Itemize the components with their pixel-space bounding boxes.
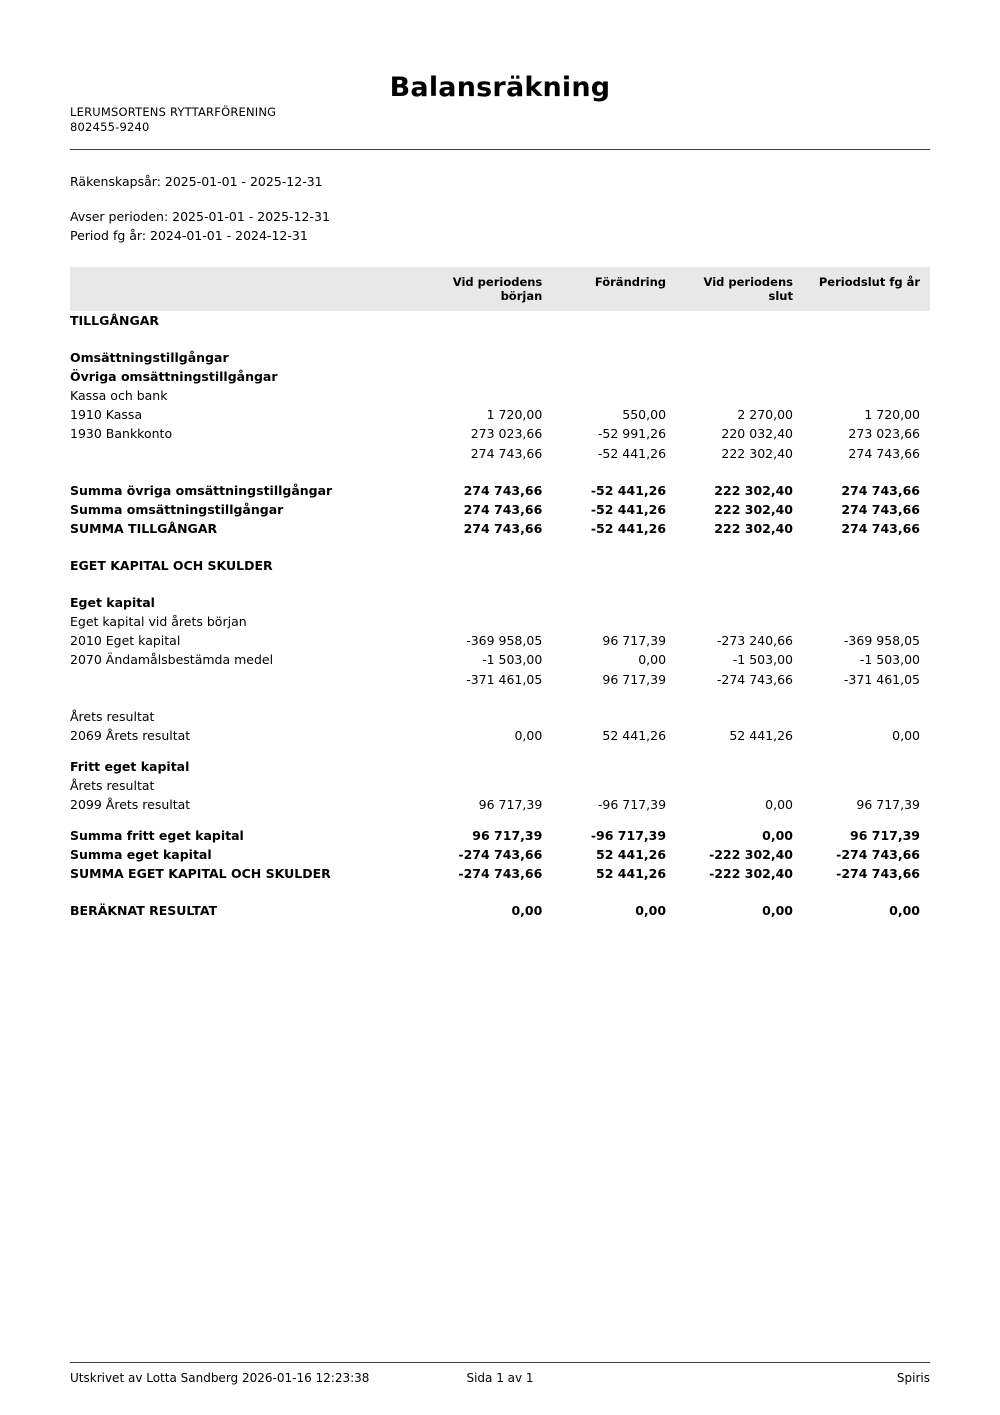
cell-prev [803,348,930,367]
cell-end: 0,00 [765,797,793,812]
cell-end [676,776,803,795]
row-label: Summa fritt eget kapital [70,828,244,843]
cell-prev: -1 503,00 [859,652,920,667]
cell-change: -52 441,26 [590,521,667,536]
cell-end: -222 302,40 [709,847,793,862]
group-row [70,757,930,776]
row-label: BERÄKNAT RESULTAT [70,903,218,918]
cell-end [676,612,803,631]
row-label: Årets resultat [70,709,155,724]
column-header-start: Vid periodens början [425,267,552,311]
cell-change: 52 441,26 [596,866,667,881]
cell-change [552,348,676,367]
cell-start [425,757,552,776]
subtotal-row [70,443,930,463]
spacer-cell [70,575,930,593]
footer-app-name: Spiris [896,1371,930,1385]
spacer-cell [70,538,930,556]
cell-end: -273 240,66 [716,633,793,648]
cell-prev [803,311,930,330]
cell-start: 0,00 [514,728,543,743]
cell-prev: 274 743,66 [841,483,920,498]
spacer-cell [70,745,930,757]
row-label [70,669,425,689]
cell-change [552,367,676,386]
section-row [70,556,930,575]
cell-end: 222 302,40 [714,483,793,498]
group-row [70,367,930,386]
cell-change: 550,00 [622,407,667,422]
cell-prev: 1 720,00 [864,407,920,422]
spacer-row [70,883,930,901]
period-line: Avser perioden: 2025-01-01 - 2025-12-31 [70,209,330,224]
organization-name: LERUMSORTENS RYTTARFÖRENING [70,105,277,119]
group-row [70,348,930,367]
fiscal-year-line: Räkenskapsår: 2025-01-01 - 2025-12-31 [70,174,323,189]
cell-prev: 274 743,66 [848,446,920,461]
row-label: Årets resultat [70,778,155,793]
cell-end: 222 302,40 [714,521,793,536]
total-row [70,864,930,883]
page-footer [70,1362,930,1389]
cell-change: -52 441,26 [597,446,667,461]
row-label: Summa övriga omsättningstillgångar [70,483,333,498]
subtotal-row [70,669,930,689]
cell-prev: 0,00 [889,903,920,918]
cell-change [552,776,676,795]
cell-end: 222 302,40 [714,502,793,517]
cell-start [425,556,552,575]
total-row [70,500,930,519]
row-label: Övriga omsättningstillgångar [70,369,278,384]
cell-end: 222 302,40 [721,446,793,461]
cell-prev [803,776,930,795]
table-header-row [70,267,930,311]
cell-end [676,593,803,612]
cell-end: 0,00 [762,828,793,843]
cell-change: -52 991,26 [597,426,667,441]
account-row [70,405,930,424]
organization-number: 802455-9240 [70,120,150,134]
cell-change: 96 717,39 [602,672,667,687]
cell-change [552,612,676,631]
account-row [70,650,930,669]
cell-end [676,556,803,575]
cell-start: 0,00 [511,903,543,918]
row-label: Kassa och bank [70,388,168,403]
cell-change: -52 441,26 [590,502,667,517]
column-header-label [70,267,425,311]
cell-end [676,311,803,330]
cell-end: -222 302,40 [709,866,793,881]
spacer-row [70,330,930,348]
total-row [70,901,930,920]
cell-start: 274 743,66 [463,502,543,517]
cell-end: 2 270,00 [737,407,793,422]
cell-change: -52 441,26 [590,483,667,498]
cell-start: -1 503,00 [482,652,543,667]
total-row [70,481,930,500]
spacer-cell [70,883,930,901]
section-row [70,311,930,330]
cell-start: 274 743,66 [463,521,543,536]
subgroup-row [70,386,930,405]
row-label: Fritt eget kapital [70,759,190,774]
row-label: 1930 Bankkonto [70,426,173,441]
spacer-cell [70,814,930,826]
cell-prev [803,367,930,386]
balance-table [70,267,930,920]
cell-change: -96 717,39 [590,828,667,843]
organization-block [70,105,930,135]
row-label: SUMMA TILLGÅNGAR [70,521,218,536]
total-row [70,519,930,538]
spacer-row [70,814,930,826]
cell-start: -274 743,66 [458,866,543,881]
cell-start [425,367,552,386]
spacer-row [70,745,930,757]
cell-prev: 274 743,66 [841,502,920,517]
cell-start [425,311,552,330]
cell-change [552,386,676,405]
cell-prev [803,556,930,575]
cell-prev [803,757,930,776]
cell-end [676,707,803,726]
cell-start: 1 720,00 [486,407,543,422]
cell-end [676,367,803,386]
cell-end [676,386,803,405]
total-row [70,845,930,864]
account-row [70,424,930,443]
header-divider [70,149,930,150]
subgroup-row [70,612,930,631]
cell-end: 0,00 [762,903,793,918]
cell-change [552,311,676,330]
cell-change [552,707,676,726]
account-row [70,726,930,745]
cell-change: 0,00 [638,652,667,667]
spacer-row [70,538,930,556]
cell-prev [803,386,930,405]
cell-change: 52 441,26 [596,847,667,862]
page-title: Balansräkning [389,72,611,103]
cell-prev [803,612,930,631]
row-label: Summa omsättningstillgångar [70,502,284,517]
column-header-prev: Periodslut fg år [803,267,930,311]
cell-start: -371 461,05 [466,672,543,687]
cell-prev: -369 958,05 [843,633,920,648]
column-header-change: Förändring [552,267,676,311]
account-row [70,795,930,814]
spacer-row [70,575,930,593]
row-label: Summa eget kapital [70,847,212,862]
account-row [70,631,930,650]
cell-prev: -274 743,66 [836,866,920,881]
period-info [70,172,930,245]
row-label: 1910 Kassa [70,407,143,422]
cell-prev: 0,00 [892,728,920,743]
cell-start [425,348,552,367]
cell-prev [803,593,930,612]
cell-prev: -274 743,66 [836,847,920,862]
cell-change [552,556,676,575]
row-label: SUMMA EGET KAPITAL OCH SKULDER [70,866,331,881]
cell-start: -369 958,05 [466,633,543,648]
footer-divider [70,1362,930,1363]
subgroup-row [70,776,930,795]
cell-prev: -371 461,05 [843,672,920,687]
spacer-cell [70,689,930,707]
cell-prev: 274 743,66 [841,521,920,536]
cell-change: -96 717,39 [597,797,667,812]
footer-page-number: Sida 1 av 1 [466,1371,534,1385]
footer-printed-by: Utskrivet av Lotta Sandberg 2026-01-16 12:23:38 [70,1371,370,1385]
period-prev-line: Period fg år: 2024-01-01 - 2024-12-31 [70,228,308,243]
cell-change: 96 717,39 [602,633,667,648]
cell-end [676,348,803,367]
cell-end: 52 441,26 [729,728,793,743]
row-label: Eget kapital vid årets början [70,614,247,629]
cell-change: 0,00 [635,903,667,918]
total-row [70,826,930,845]
table-header [70,267,930,311]
cell-start: 273 023,66 [470,426,543,441]
cell-prev [803,707,930,726]
cell-start [425,612,552,631]
group-row [70,593,930,612]
table-body [70,311,930,920]
cell-end: -274 743,66 [716,672,793,687]
cell-end: 220 032,40 [721,426,793,441]
row-label: 2099 Årets resultat [70,797,191,812]
spacer-row [70,689,930,707]
spacer-cell [70,330,930,348]
row-label: 2069 Årets resultat [70,728,191,743]
spacer-cell [70,463,930,481]
cell-start [425,386,552,405]
cell-start: 96 717,39 [478,797,543,812]
column-header-end: Vid periodens slut [676,267,803,311]
spacer-row [70,463,930,481]
subgroup-row [70,707,930,726]
row-label [70,443,425,463]
cell-prev: 96 717,39 [850,828,920,843]
cell-start: 96 717,39 [472,828,543,843]
cell-prev: 96 717,39 [856,797,920,812]
cell-start [425,593,552,612]
row-label: 2070 Ändamålsbestämda medel [70,652,274,667]
cell-end: -1 503,00 [732,652,793,667]
cell-change [552,757,676,776]
cell-start: 274 743,66 [463,483,543,498]
cell-start [425,707,552,726]
row-label: TILLGÅNGAR [70,313,160,328]
cell-end [676,757,803,776]
cell-prev: 273 023,66 [848,426,920,441]
row-label: Omsättningstillgångar [70,350,229,365]
cell-change: 52 441,26 [602,728,667,743]
cell-start [425,776,552,795]
cell-start: 274 743,66 [470,446,543,461]
row-label: EGET KAPITAL OCH SKULDER [70,558,273,573]
cell-start: -274 743,66 [458,847,543,862]
row-label: 2010 Eget kapital [70,633,181,648]
row-label: Eget kapital [70,595,155,610]
cell-change [552,593,676,612]
